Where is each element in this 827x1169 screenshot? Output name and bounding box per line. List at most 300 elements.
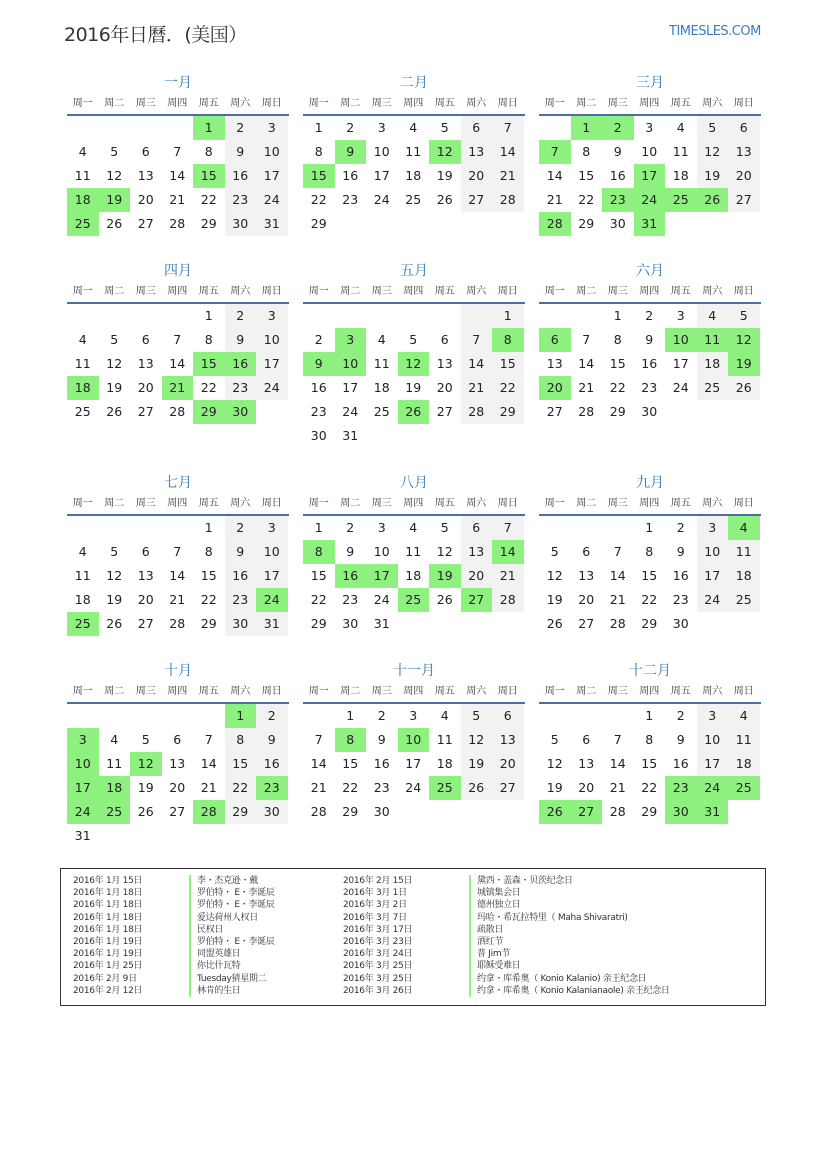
holiday-day-cell: 15	[193, 164, 225, 188]
day-cell: 21	[609, 592, 626, 607]
day-cell: 14	[609, 756, 626, 771]
day-cell: 27	[137, 216, 154, 231]
day-cell: 29	[641, 804, 658, 819]
day-cell: 16	[609, 168, 626, 183]
day-cell: 5	[110, 332, 119, 347]
holiday-date: 2016年 1月 18日	[73, 912, 143, 923]
day-cell: 17	[256, 164, 288, 188]
weekday-label: 周六	[230, 686, 251, 697]
day-cell: 21	[200, 780, 217, 795]
empty-cell	[130, 704, 162, 728]
weekday-label: 周六	[702, 286, 723, 297]
day-cell: 4	[78, 544, 87, 559]
day-cell: 26	[436, 192, 453, 207]
day-cell: 4	[676, 120, 685, 135]
day-cell: 30	[225, 612, 257, 636]
month-4	[67, 260, 289, 424]
day-cell: 18	[405, 168, 422, 183]
weekday-label: 周四	[639, 498, 660, 509]
holiday-day-cell: 19	[728, 352, 760, 376]
day-cell: 5	[440, 120, 449, 135]
day-cell: 27	[461, 188, 493, 212]
day-cell: 18	[697, 352, 729, 376]
weekday-header	[303, 94, 525, 116]
holiday-day-cell: 17	[634, 164, 666, 188]
weekday-label: 周日	[733, 286, 754, 297]
weekday-header	[303, 682, 525, 704]
holiday-names-left	[189, 875, 275, 997]
holiday-day-cell: 10	[335, 352, 367, 376]
day-cell: 31	[342, 428, 359, 443]
weekday-label: 周四	[403, 686, 424, 697]
month-8	[303, 472, 525, 636]
day-cell: 15	[492, 352, 524, 376]
month-title: 十二月	[629, 663, 671, 679]
day-cell: 14	[492, 140, 524, 164]
day-cell: 21	[492, 564, 524, 588]
month-9	[539, 472, 761, 636]
day-cell: 15	[609, 356, 626, 371]
day-cell: 1	[613, 308, 622, 323]
day-cell: 20	[137, 380, 154, 395]
weekday-label: 周日	[733, 98, 754, 109]
day-cell: 28	[169, 404, 186, 419]
holiday-date: 2016年 1月 18日	[73, 924, 143, 935]
holiday-day-cell: 18	[67, 188, 99, 212]
day-cell: 2	[346, 520, 355, 535]
month-10	[67, 660, 289, 848]
weekday-label: 周四	[403, 498, 424, 509]
day-cell: 3	[409, 708, 418, 723]
weekday-label: 周日	[261, 498, 282, 509]
day-cell: 2	[256, 704, 288, 728]
holiday-date: 2016年 1月 19日	[73, 936, 143, 947]
day-cell: 5	[728, 304, 760, 328]
day-cell: 2	[377, 708, 386, 723]
day-cell: 28	[578, 404, 595, 419]
holiday-date: 2016年 3月 25日	[343, 973, 413, 984]
holiday-date: 2016年 3月 7日	[343, 912, 407, 923]
weekday-label: 周三	[135, 98, 156, 109]
day-cell: 24	[373, 192, 390, 207]
day-cell: 14	[169, 356, 186, 371]
weekday-label: 周日	[261, 98, 282, 109]
day-cell: 29	[310, 216, 327, 231]
day-cell: 1	[204, 308, 213, 323]
holiday-day-cell: 25	[99, 800, 131, 824]
month-title: 十一月	[393, 663, 435, 679]
holiday-day-cell: 26	[697, 188, 729, 212]
day-cell: 29	[200, 216, 217, 231]
day-cell: 5	[110, 144, 119, 159]
weekday-header	[67, 94, 289, 116]
holiday-day-cell: 20	[539, 376, 571, 400]
day-cell: 29	[492, 400, 524, 424]
holiday-day-cell: 31	[634, 212, 666, 236]
weekday-label: 周三	[607, 286, 628, 297]
holiday-name: 罗伯特・ E・李诞辰	[189, 899, 275, 911]
day-cell: 31	[256, 612, 288, 636]
weekday-label: 周五	[670, 286, 691, 297]
day-cell: 13	[137, 568, 154, 583]
empty-cell	[162, 304, 194, 328]
holiday-day-cell: 25	[429, 776, 461, 800]
holiday-name: 你比什瓦特	[189, 960, 275, 972]
day-cell: 21	[546, 192, 563, 207]
day-cell: 5	[110, 544, 119, 559]
day-cell: 7	[173, 332, 182, 347]
day-cell: 18	[436, 756, 453, 771]
holiday-name: 约拿・库希奥（ Konio Kalanianaole) 亲王纪念日	[469, 985, 670, 997]
month-title: 一月	[164, 75, 192, 91]
day-cell: 2	[645, 308, 654, 323]
month-12	[539, 660, 761, 824]
holiday-date: 2016年 1月 15日	[73, 876, 143, 886]
holiday-name: 耶稣受难日	[469, 960, 670, 972]
weekday-label: 周五	[434, 98, 455, 109]
weekday-label: 周二	[340, 98, 361, 109]
day-cell: 30	[342, 616, 359, 631]
day-cell: 3	[256, 304, 288, 328]
day-cell: 8	[204, 332, 213, 347]
weekday-label: 周一	[544, 286, 565, 297]
day-cell: 2	[225, 516, 257, 540]
day-cell: 24	[256, 188, 288, 212]
day-cell: 5	[409, 332, 418, 347]
day-cell: 11	[405, 544, 422, 559]
day-cell: 21	[461, 376, 493, 400]
day-cell: 16	[342, 168, 359, 183]
day-cell: 23	[373, 780, 390, 795]
day-cell: 21	[169, 592, 186, 607]
day-cell: 5	[550, 732, 559, 747]
day-cell: 22	[578, 192, 595, 207]
holiday-day-cell: 27	[461, 588, 493, 612]
day-cell: 21	[609, 780, 626, 795]
day-cell: 24	[697, 588, 729, 612]
month-title: 七月	[164, 475, 192, 491]
month-title: 九月	[636, 475, 664, 491]
holiday-name: 洒红节	[469, 936, 670, 948]
holiday-name: 黛西・盖森・贝茨纪念日	[469, 875, 670, 887]
weekday-label: 周五	[670, 686, 691, 697]
day-grid	[303, 704, 525, 824]
holiday-day-cell: 28	[539, 212, 571, 236]
day-cell: 8	[204, 544, 213, 559]
holiday-date: 2016年 3月 26日	[343, 985, 413, 996]
holiday-day-cell: 16	[225, 352, 257, 376]
empty-cell	[335, 304, 367, 328]
weekday-label: 周六	[702, 98, 723, 109]
day-cell: 22	[492, 376, 524, 400]
day-cell: 19	[546, 592, 563, 607]
day-cell: 12	[436, 544, 453, 559]
weekday-label: 周一	[72, 98, 93, 109]
empty-cell	[571, 704, 603, 728]
day-cell: 29	[225, 800, 257, 824]
weekday-label: 周一	[72, 498, 93, 509]
holiday-day-cell: 14	[492, 540, 524, 564]
holiday-name: 疏散日	[469, 924, 670, 936]
day-cell: 9	[377, 732, 386, 747]
day-cell: 6	[728, 116, 760, 140]
day-cell: 30	[256, 800, 288, 824]
month-3	[539, 72, 761, 236]
month-2	[303, 72, 525, 236]
weekday-label: 周一	[72, 286, 93, 297]
empty-cell	[366, 304, 398, 328]
day-cell: 24	[405, 780, 422, 795]
holiday-day-cell: 23	[665, 776, 697, 800]
day-cell: 21	[492, 164, 524, 188]
day-cell: 15	[578, 168, 595, 183]
holiday-day-cell: 12	[398, 352, 430, 376]
day-cell: 2	[346, 120, 355, 135]
holiday-day-cell: 24	[697, 776, 729, 800]
day-cell: 4	[110, 732, 119, 747]
holiday-day-cell: 21	[162, 376, 194, 400]
day-grid	[539, 116, 761, 236]
day-cell: 1	[492, 304, 524, 328]
weekday-label: 周二	[576, 98, 597, 109]
day-cell: 11	[405, 144, 422, 159]
empty-cell	[99, 704, 131, 728]
day-cell: 1	[314, 520, 323, 535]
holiday-day-cell: 26	[398, 400, 430, 424]
day-cell: 8	[645, 732, 654, 747]
day-cell: 12	[106, 168, 123, 183]
day-cell: 23	[672, 592, 689, 607]
holiday-day-cell: 25	[728, 776, 760, 800]
empty-cell	[571, 304, 603, 328]
holiday-day-cell: 19	[99, 188, 131, 212]
day-cell: 18	[373, 380, 390, 395]
weekday-label: 周日	[497, 498, 518, 509]
day-cell: 23	[342, 192, 359, 207]
weekday-label: 周五	[198, 498, 219, 509]
month-title: 五月	[400, 263, 428, 279]
day-cell: 15	[310, 568, 327, 583]
day-cell: 25	[74, 404, 91, 419]
day-cell: 27	[436, 404, 453, 419]
day-cell: 24	[342, 404, 359, 419]
holiday-name: 德州独立日	[469, 899, 670, 911]
weekday-label: 周六	[466, 98, 487, 109]
weekday-label: 周六	[466, 686, 487, 697]
holiday-day-cell: 25	[67, 212, 99, 236]
day-cell: 4	[409, 120, 418, 135]
holiday-name: 林肯的生日	[189, 985, 275, 997]
day-cell: 11	[728, 540, 760, 564]
weekday-label: 周五	[434, 498, 455, 509]
weekday-label: 周四	[167, 286, 188, 297]
weekday-label: 周四	[403, 286, 424, 297]
holiday-day-cell: 8	[303, 540, 335, 564]
day-cell: 14	[200, 756, 217, 771]
day-cell: 26	[106, 216, 123, 231]
site-link[interactable]: TIMESLES.COM	[669, 24, 761, 39]
weekday-label: 周三	[607, 498, 628, 509]
holiday-name: 普 Jim节	[469, 948, 670, 960]
holiday-date: 2016年 2月 12日	[73, 985, 143, 996]
weekday-label: 周六	[230, 98, 251, 109]
day-cell: 10	[373, 544, 390, 559]
day-cell: 27	[169, 804, 186, 819]
empty-cell	[130, 304, 162, 328]
day-cell: 8	[225, 728, 257, 752]
holiday-day-cell: 12	[130, 752, 162, 776]
weekday-label: 周六	[466, 286, 487, 297]
weekday-label: 周五	[198, 686, 219, 697]
day-cell: 10	[697, 540, 729, 564]
day-cell: 14	[461, 352, 493, 376]
day-cell: 13	[461, 140, 493, 164]
day-cell: 12	[461, 728, 493, 752]
day-cell: 17	[697, 564, 729, 588]
day-cell: 29	[641, 616, 658, 631]
day-cell: 17	[256, 564, 288, 588]
day-cell: 30	[672, 616, 689, 631]
day-cell: 6	[461, 516, 493, 540]
weekday-label: 周五	[670, 98, 691, 109]
day-cell: 28	[609, 804, 626, 819]
day-cell: 26	[436, 592, 453, 607]
weekday-label: 周六	[466, 498, 487, 509]
weekday-label: 周二	[576, 286, 597, 297]
day-cell: 18	[74, 592, 91, 607]
day-cell: 4	[377, 332, 386, 347]
day-cell: 9	[676, 544, 685, 559]
holiday-day-cell: 27	[571, 800, 603, 824]
day-cell: 12	[106, 568, 123, 583]
day-cell: 20	[461, 564, 493, 588]
empty-cell	[67, 116, 99, 140]
weekday-label: 周四	[639, 686, 660, 697]
weekday-label: 周六	[230, 498, 251, 509]
empty-cell	[429, 304, 461, 328]
weekday-header	[303, 494, 525, 516]
day-cell: 20	[578, 780, 595, 795]
weekday-label: 周六	[702, 498, 723, 509]
day-cell: 1	[645, 520, 654, 535]
day-cell: 12	[546, 568, 563, 583]
day-cell: 2	[225, 304, 257, 328]
day-cell: 7	[461, 328, 493, 352]
day-cell: 25	[373, 404, 390, 419]
holiday-day-cell: 1	[225, 704, 257, 728]
weekday-label: 周四	[639, 98, 660, 109]
day-cell: 6	[440, 332, 449, 347]
empty-cell	[99, 116, 131, 140]
day-cell: 15	[641, 568, 658, 583]
day-cell: 16	[672, 756, 689, 771]
weekday-label: 周六	[702, 686, 723, 697]
day-grid	[539, 704, 761, 824]
day-cell: 28	[492, 188, 524, 212]
page-title: 2016年日曆．(美国）	[64, 24, 247, 46]
day-cell: 11	[436, 732, 453, 747]
holiday-name: 城镇集会日	[469, 887, 670, 899]
holiday-name: 爱达荷州人权日	[189, 912, 275, 924]
day-cell: 19	[546, 780, 563, 795]
holiday-day-cell: 1	[571, 116, 603, 140]
day-cell: 8	[613, 332, 622, 347]
weekday-header	[539, 494, 761, 516]
day-cell: 5	[461, 704, 493, 728]
empty-cell	[539, 116, 571, 140]
weekday-label: 周二	[340, 286, 361, 297]
day-cell: 8	[582, 144, 591, 159]
holiday-name: 民权日	[189, 924, 275, 936]
weekday-label: 周日	[497, 98, 518, 109]
weekday-label: 周五	[198, 98, 219, 109]
day-grid	[539, 304, 761, 424]
day-cell: 2	[676, 520, 685, 535]
holiday-day-cell: 6	[539, 328, 571, 352]
day-cell: 9	[676, 732, 685, 747]
day-cell: 23	[225, 376, 257, 400]
day-cell: 13	[461, 540, 493, 564]
holiday-day-cell: 7	[539, 140, 571, 164]
day-cell: 8	[204, 144, 213, 159]
month-7	[67, 472, 289, 636]
day-cell: 4	[440, 708, 449, 723]
day-cell: 6	[141, 332, 150, 347]
weekday-label: 周三	[607, 686, 628, 697]
weekday-label: 周日	[497, 286, 518, 297]
holiday-date: 2016年 3月 2日	[343, 900, 407, 911]
weekday-label: 周二	[104, 98, 125, 109]
day-cell: 5	[697, 116, 729, 140]
holiday-day-cell: 24	[67, 800, 99, 824]
empty-cell	[602, 516, 634, 540]
day-cell: 26	[461, 776, 493, 800]
day-cell: 20	[137, 592, 154, 607]
holiday-date: 2016年 3月 1日	[343, 888, 407, 899]
holiday-name: 同盟英雄日	[189, 948, 275, 960]
empty-cell	[539, 304, 571, 328]
day-cell: 28	[609, 616, 626, 631]
weekday-label: 周四	[167, 98, 188, 109]
holiday-day-cell: 15	[193, 352, 225, 376]
day-cell: 5	[141, 732, 150, 747]
day-cell: 3	[676, 308, 685, 323]
day-cell: 30	[310, 428, 327, 443]
holiday-day-cell: 15	[303, 164, 335, 188]
weekday-label: 周一	[308, 286, 329, 297]
weekday-header	[67, 282, 289, 304]
holiday-day-cell: 25	[398, 588, 430, 612]
holiday-day-cell: 23	[602, 188, 634, 212]
day-cell: 14	[578, 356, 595, 371]
holiday-day-cell: 25	[67, 612, 99, 636]
day-cell: 7	[314, 732, 323, 747]
holiday-day-cell: 16	[335, 564, 367, 588]
day-cell: 25	[728, 588, 760, 612]
day-cell: 22	[641, 592, 658, 607]
day-cell: 6	[173, 732, 182, 747]
weekday-label: 周六	[230, 286, 251, 297]
day-cell: 20	[436, 380, 453, 395]
day-cell: 29	[200, 616, 217, 631]
day-cell: 22	[342, 780, 359, 795]
day-cell: 20	[728, 164, 760, 188]
weekday-label: 周三	[371, 686, 392, 697]
day-cell: 7	[492, 116, 524, 140]
holiday-day-cell: 10	[67, 752, 99, 776]
day-cell: 7	[613, 544, 622, 559]
day-cell: 20	[169, 780, 186, 795]
